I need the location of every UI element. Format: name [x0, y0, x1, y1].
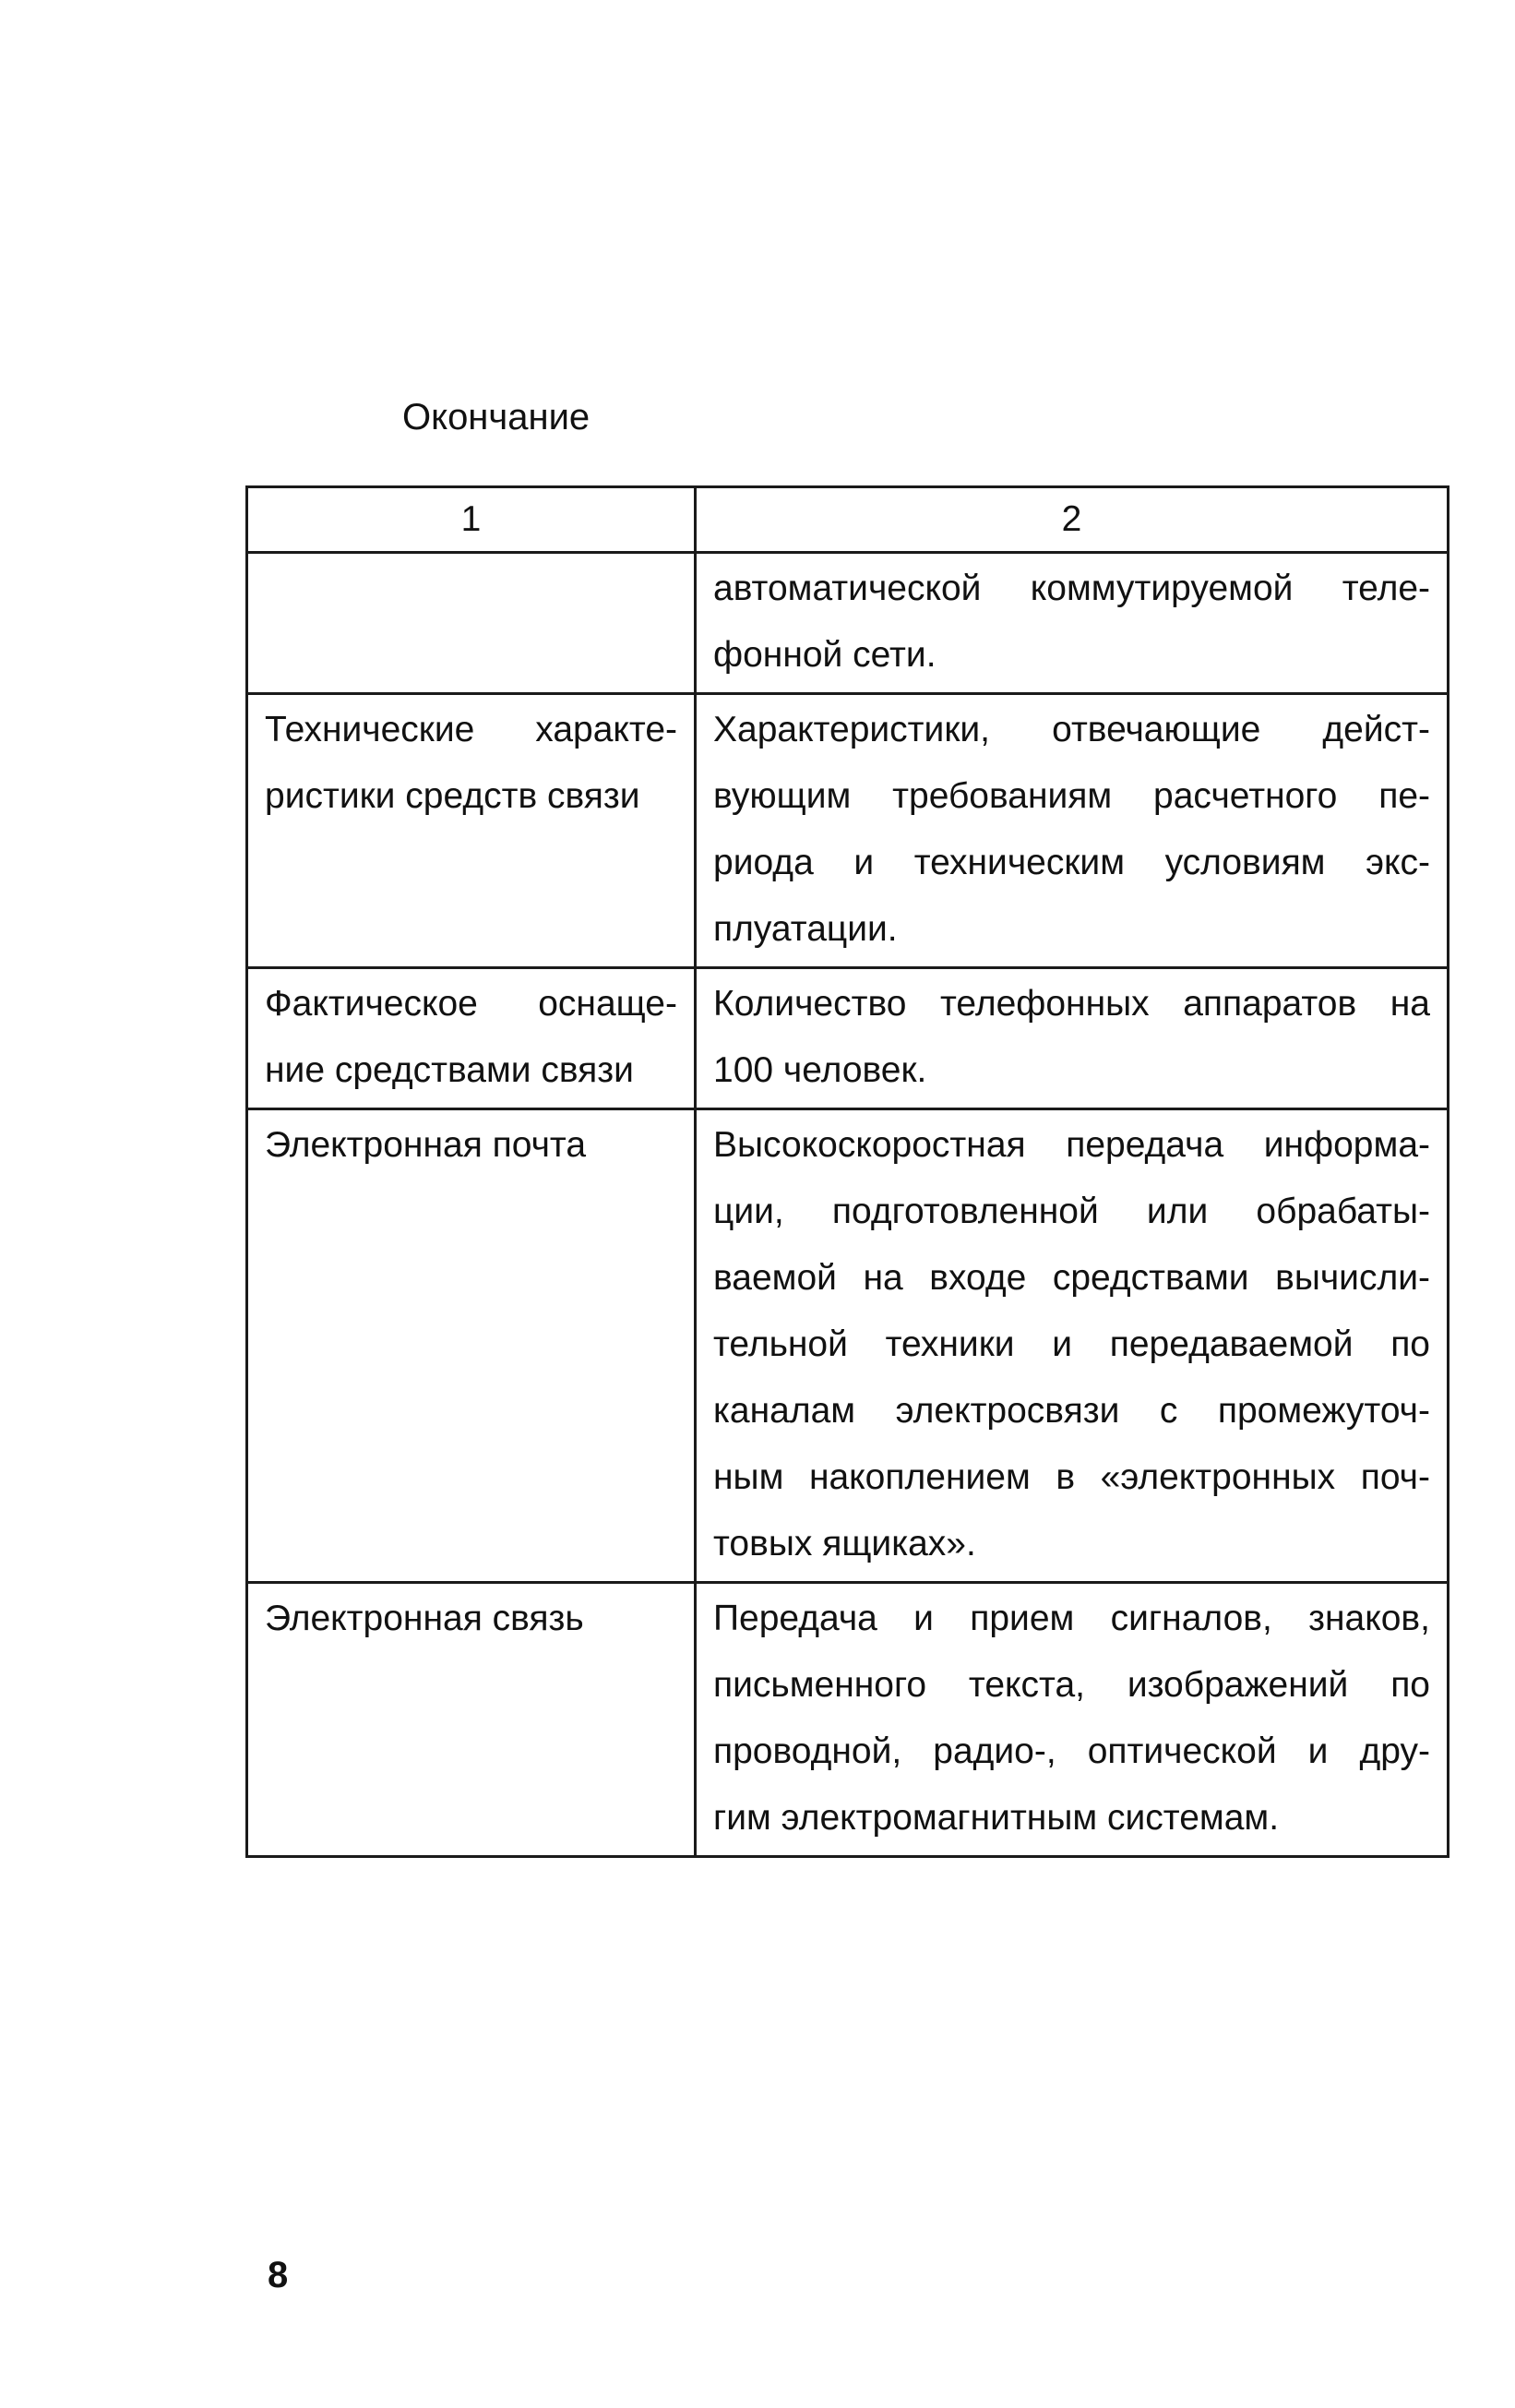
table-row — [247, 553, 1449, 694]
term-line: Фактическое оснаще- — [265, 984, 677, 1024]
table-header-row — [247, 487, 1449, 553]
definition-line: товых ящиках». — [713, 1524, 976, 1563]
definition-line: риода и техническим условиям экс- — [713, 843, 1430, 882]
terms-table — [245, 485, 1449, 1858]
column-header-2: 2 — [696, 487, 1449, 553]
definition-line: проводной, радио-, оптической и дру- — [713, 1731, 1430, 1771]
term-line: ние средствами связи — [265, 1050, 634, 1090]
page-number: 8 — [268, 2255, 289, 2295]
table-row — [247, 694, 1449, 968]
definition-line: ции, подготовленной или обрабаты- — [713, 1192, 1430, 1231]
term-line: Электронная почта — [265, 1125, 587, 1165]
table-caption: Окончание — [402, 397, 590, 437]
column-header-1: 1 — [247, 487, 696, 553]
definition-line: гим электромагнитным системам. — [713, 1798, 1280, 1838]
definition-cell — [696, 694, 1449, 968]
definition-cell — [696, 1583, 1449, 1857]
definition-line: плуатации. — [713, 909, 898, 949]
definition-line: письменного текста, изображений по — [713, 1665, 1430, 1705]
term-cell — [247, 694, 696, 968]
definition-cell — [696, 968, 1449, 1109]
table-row — [247, 1109, 1449, 1583]
definition-line: фонной сети. — [713, 635, 936, 675]
definition-line: ваемой на входе средствами вычисли- — [713, 1258, 1430, 1298]
term-line: Электронная связь — [265, 1599, 584, 1638]
table-row — [247, 968, 1449, 1109]
definition-line: каналам электросвязи с промежуточ- — [713, 1391, 1430, 1431]
definition-line: Передача и прием сигналов, знаков, — [713, 1599, 1430, 1638]
definition-cell — [696, 1109, 1449, 1583]
definition-line: автоматической коммутируемой теле- — [713, 569, 1430, 608]
term-cell — [247, 968, 696, 1109]
term-line: Технические характе- — [265, 710, 677, 749]
term-cell — [247, 553, 696, 694]
term-cell — [247, 1583, 696, 1857]
definition-line: Количество телефонных аппаратов на — [713, 984, 1430, 1024]
definition-line: ным накоплением в «электронных поч- — [713, 1457, 1430, 1497]
definition-line: Высокоскоростная передача информа- — [713, 1125, 1430, 1165]
term-line: ристики средств связи — [265, 776, 640, 816]
definition-line: вующим требованиям расчетного пе- — [713, 776, 1430, 816]
table-row — [247, 1583, 1449, 1857]
definition-line: тельной техники и передаваемой по — [713, 1324, 1430, 1364]
definition-line: Характеристики, отвечающие дейст- — [713, 710, 1430, 749]
term-cell — [247, 1109, 696, 1583]
definition-line: 100 человек. — [713, 1050, 927, 1090]
definition-cell — [696, 553, 1449, 694]
